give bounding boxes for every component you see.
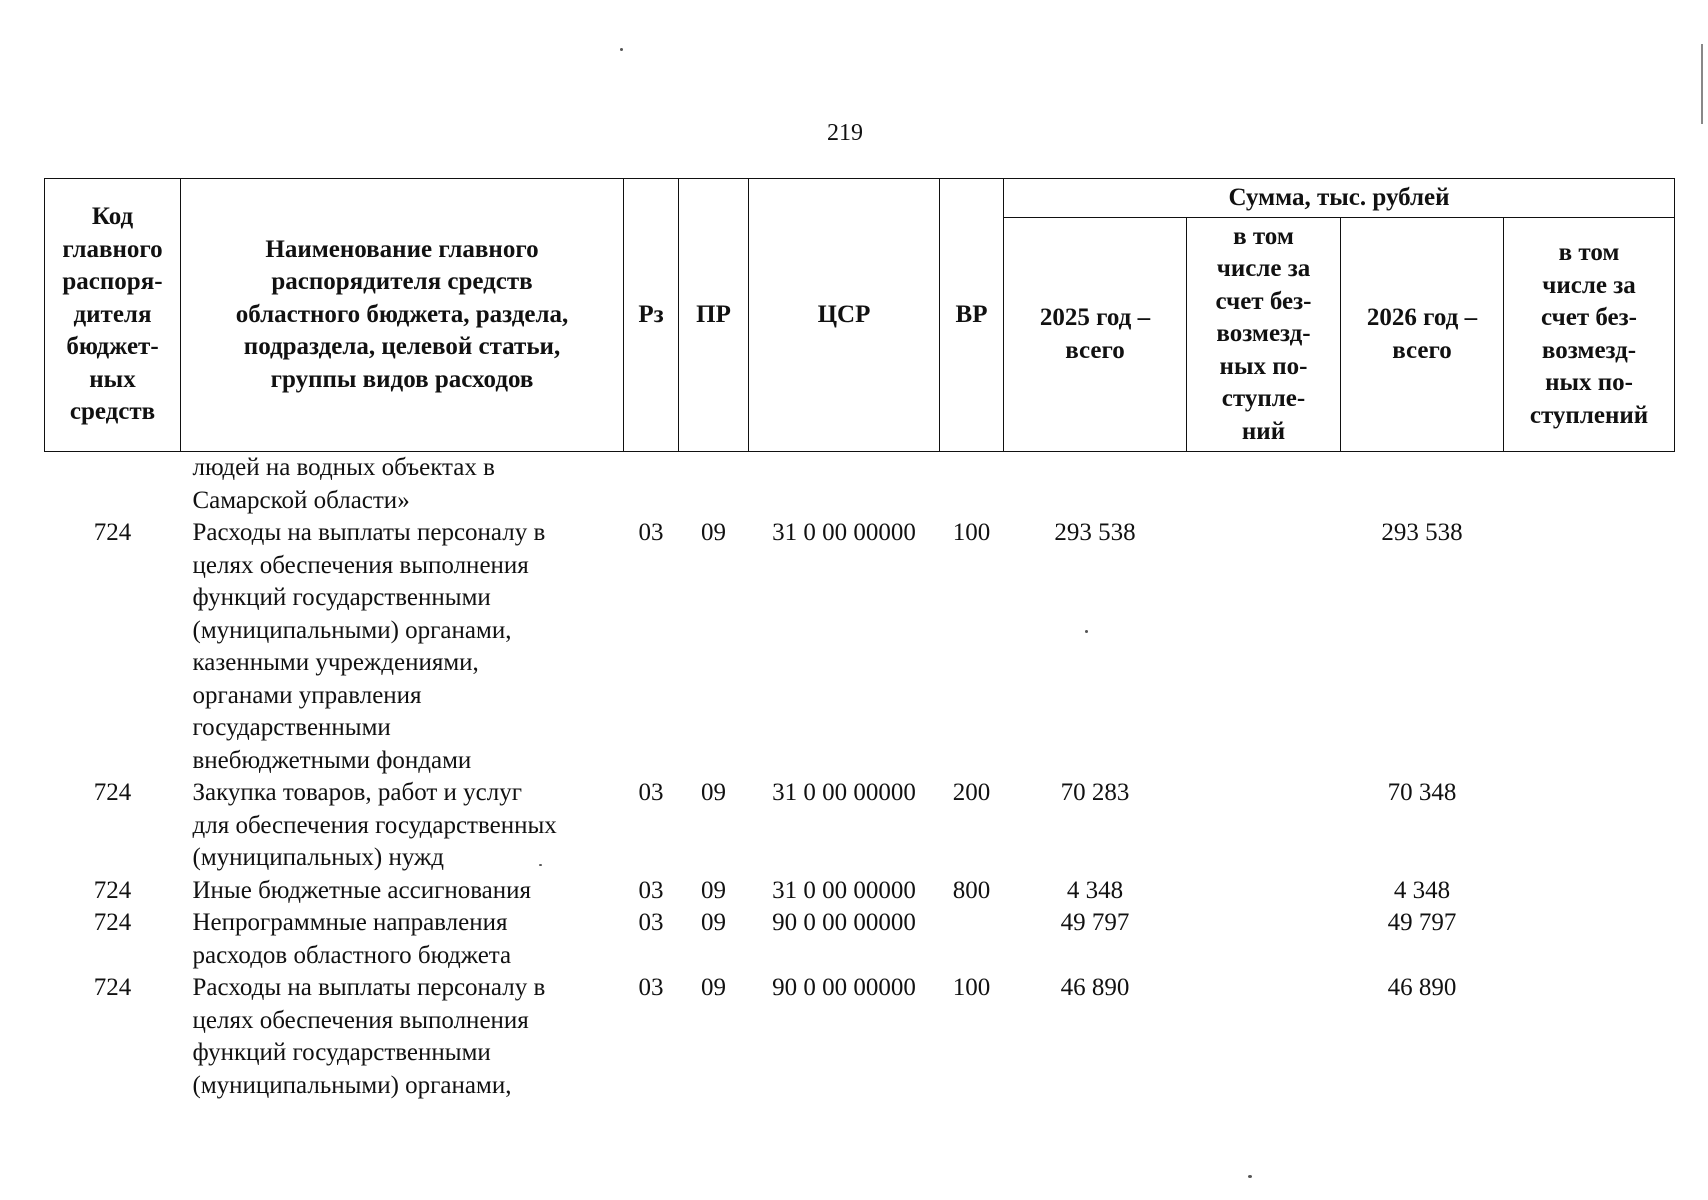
text-line: Расходы на выплаты персоналу в [192, 519, 546, 546]
cell-vr [940, 907, 1004, 972]
text-line: казенными учреждениями, [192, 649, 479, 676]
text-line: возмезд- [1541, 336, 1637, 364]
cell-pr: 09 [701, 779, 726, 806]
text-line: ступле- [1221, 385, 1306, 413]
text-line: числе за [1542, 271, 1636, 299]
cell-rz: 03 [638, 974, 664, 1001]
cell-2026-total: 293 538 [1381, 519, 1463, 546]
scan-speck [539, 864, 542, 866]
cell-code: 724 [93, 779, 132, 806]
text-line: в том [1558, 239, 1620, 266]
cell-vr: 100 [952, 974, 991, 1001]
cell-2026-free [1504, 452, 1675, 518]
text-line: расходов областного бюджета [192, 941, 512, 969]
text-line: Закупка товаров, работ и услуг [192, 779, 522, 806]
table-header [45, 179, 1675, 452]
text-line: областного бюджета, раздела, [235, 300, 569, 328]
text-line: функций государственными [192, 1039, 491, 1066]
cell-csr [749, 452, 940, 518]
cell-2026-free [1504, 972, 1675, 1102]
cell-2025-total: 293 538 [1054, 519, 1136, 546]
cell-pr: 09 [701, 909, 726, 936]
cell-2026-free [1504, 907, 1675, 972]
text-line: (муниципальными) органами, [192, 1071, 512, 1099]
cell-csr: 31 0 00 00000 [772, 876, 916, 904]
text-line: всего [1392, 336, 1452, 364]
text-line: людей на водных объектах в [192, 454, 495, 481]
text-line: Иные бюджетные ассигнования [192, 876, 532, 904]
text-line: целях обеспечения выполнения [192, 1006, 529, 1034]
text-line: ных [89, 365, 136, 393]
text-line: (муниципальных) нужд [192, 844, 445, 871]
cell-code [45, 452, 181, 518]
table-row [45, 972, 1675, 1102]
header-2025-free-lines [1189, 221, 1338, 449]
header-2026-free-lines [1506, 237, 1672, 432]
table-row [45, 907, 1675, 972]
text-line: органами управления [192, 681, 422, 709]
text-line: дителя [73, 300, 152, 328]
text-line: внебюджетными фондами [192, 746, 472, 774]
cell-name [181, 875, 624, 908]
header-2026-total-lines [1343, 302, 1501, 367]
cell-csr: 31 0 00 00000 [772, 779, 916, 806]
text-line: счет без- [1541, 304, 1637, 331]
scan-speck [1085, 630, 1088, 633]
text-line: государственными [192, 714, 391, 741]
cell-csr: 90 0 00 00000 [772, 909, 916, 936]
cell-rz: 03 [638, 876, 664, 904]
header-pr: ПР [679, 179, 749, 452]
text-line: числе за [1216, 255, 1311, 283]
cell-code: 724 [93, 909, 132, 936]
cell-pr: 09 [701, 519, 726, 546]
cell-csr: 90 0 00 00000 [772, 974, 916, 1001]
cell-name [181, 452, 624, 518]
cell-pr [679, 452, 749, 518]
text-line: 2025 год – [1039, 304, 1151, 331]
text-line: (муниципальными) органами, [192, 616, 512, 644]
cell-rz: 03 [638, 519, 664, 546]
cell-vr [940, 452, 1004, 518]
cell-2025-free [1187, 452, 1341, 518]
cell-2026-total [1341, 452, 1504, 518]
table-body [45, 452, 1675, 1103]
cell-2025-total: 46 890 [1060, 974, 1130, 1001]
text-line: распорядителя средств [271, 268, 533, 296]
cell-rz: 03 [638, 909, 664, 936]
text-line: главного [62, 235, 163, 263]
cell-code: 724 [93, 519, 132, 546]
cell-name-lines [193, 777, 624, 875]
text-line: 2026 год – [1366, 304, 1478, 331]
header-code [45, 179, 181, 452]
text-line: для обеспечения государственных [192, 811, 557, 839]
cell-pr: 09 [701, 974, 726, 1001]
text-line: Наименование главного [265, 235, 539, 263]
cell-2025-free [1187, 777, 1341, 875]
cell-name [181, 517, 624, 777]
cell-rz [624, 452, 679, 518]
cell-2025-total: 70 283 [1060, 779, 1130, 806]
cell-pr: 09 [701, 876, 726, 904]
text-line: Самарской области» [192, 486, 410, 514]
header-sum-group: Сумма, тыс. рублей [1004, 179, 1675, 218]
cell-name [181, 777, 624, 875]
cell-2025-total: 49 797 [1060, 909, 1130, 936]
cell-name-lines [193, 452, 624, 517]
text-line: Расходы на выплаты персоналу в [192, 974, 546, 1001]
header-name [181, 179, 624, 452]
text-line: Непрограммные направления [192, 909, 508, 936]
table-row [45, 517, 1675, 777]
text-line: ний [1241, 417, 1286, 445]
text-line: группы видов расходов [270, 365, 534, 393]
cell-2025-total: 4 348 [1066, 876, 1124, 904]
table-row [45, 452, 1675, 518]
cell-rz: 03 [638, 779, 664, 806]
cell-vr: 800 [952, 876, 991, 904]
text-line: в том [1233, 222, 1294, 250]
cell-2026-total: 46 890 [1387, 974, 1457, 1001]
table-row [45, 777, 1675, 875]
header-2025-free [1187, 218, 1341, 452]
cell-name-lines [193, 972, 624, 1102]
cell-name-lines [193, 517, 624, 777]
cell-name [181, 907, 624, 972]
text-line: ступлений [1529, 401, 1649, 429]
header-code-lines [47, 201, 178, 429]
text-line: средств [69, 398, 156, 426]
cell-2026-total: 4 348 [1393, 876, 1451, 904]
text-line: ных по- [1545, 369, 1633, 396]
budget-table [44, 178, 1675, 1102]
scan-edge-line [1701, 44, 1703, 124]
text-line: возмезд- [1216, 320, 1311, 348]
cell-name-lines [193, 875, 624, 908]
text-line: распоря- [62, 268, 163, 296]
text-line: Код [91, 203, 134, 231]
header-2026-free [1504, 218, 1675, 452]
header-name-lines [183, 234, 621, 397]
cell-2025-total [1004, 452, 1187, 518]
text-line: счет без- [1215, 287, 1312, 315]
table-row [45, 875, 1675, 908]
scan-speck [1248, 1175, 1252, 1178]
cell-vr: 200 [952, 779, 991, 806]
cell-2026-free [1504, 875, 1675, 908]
cell-2026-total: 70 348 [1387, 779, 1457, 806]
header-2025-total-lines [1006, 302, 1184, 367]
cell-name [181, 972, 624, 1102]
header-csr: ЦСР [749, 179, 940, 452]
cell-code: 724 [93, 974, 132, 1001]
cell-2026-total: 49 797 [1387, 909, 1457, 936]
cell-2026-free [1504, 517, 1675, 777]
text-line: ных по- [1219, 352, 1308, 380]
text-line: целях обеспечения выполнения [192, 551, 529, 579]
cell-2025-free [1187, 517, 1341, 777]
header-2025-total [1004, 218, 1187, 452]
text-line: подраздела, целевой статьи, [243, 333, 561, 361]
cell-code: 724 [93, 876, 132, 904]
page-number: 219 [827, 120, 863, 146]
cell-2025-free [1187, 972, 1341, 1102]
cell-csr: 31 0 00 00000 [772, 519, 916, 546]
cell-vr: 100 [952, 519, 991, 546]
header-rz: Рз [624, 179, 679, 452]
text-line: бюджет- [66, 333, 159, 361]
cell-2026-free [1504, 777, 1675, 875]
scan-speck [620, 48, 623, 51]
header-vr: ВР [940, 179, 1004, 452]
cell-name-lines [193, 907, 624, 972]
cell-2025-free [1187, 875, 1341, 908]
header-2026-total [1341, 218, 1504, 452]
text-line: всего [1065, 336, 1125, 364]
text-line: функций государственными [192, 584, 491, 611]
cell-2025-free [1187, 907, 1341, 972]
